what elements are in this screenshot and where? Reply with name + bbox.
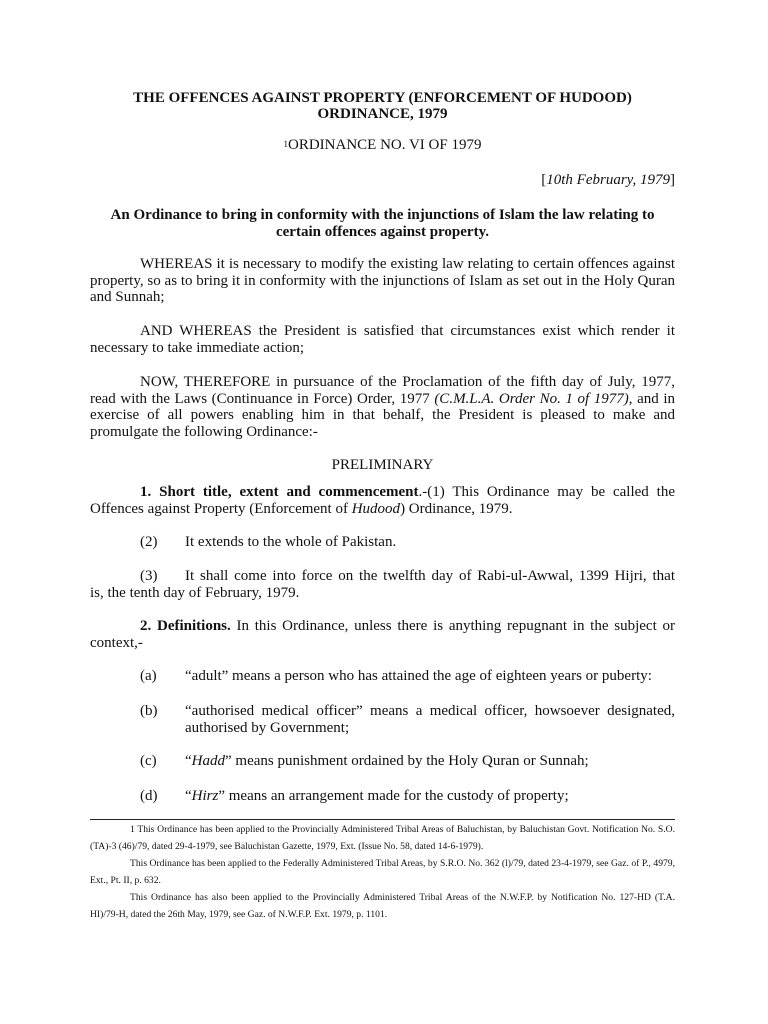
- definition-item-c: [90, 753, 675, 770]
- section-1-text-before: .-(1) This Ordinance may be called the Offences against Property (Enforcement of: [90, 484, 676, 517]
- definition-text: “adult” means a person who has attained the age of eighteen years or puberty:: [185, 668, 652, 684]
- definition-text: “Hadd” means punishment ordained by the Holy Quran or Sunnah;: [185, 753, 589, 769]
- definition-item-d: [90, 788, 675, 805]
- section-1-text-after: ) Ordinance, 1979.: [400, 500, 513, 517]
- term-hadd: Hadd: [191, 753, 226, 769]
- title-line-1: THE OFFENCES AGAINST PROPERTY (ENFORCEMENT OF HUDOOD): [133, 90, 632, 106]
- section-1-sub-2: [90, 534, 675, 551]
- ordinance-number-text: ORDINANCE NO. VI OF 1979: [288, 137, 482, 153]
- preamble-text-before: NOW, THEREFORE in pursuance of the Proclamation of the fifth day of July, 1977, read with the Laws (Continuance in Force) Order, 1977: [90, 374, 675, 407]
- sub-3-label: (3): [140, 568, 158, 584]
- section-1-sub-3: [90, 568, 675, 601]
- definition-text: “Hirz” means an arrangement made for the custody of property;: [185, 788, 569, 804]
- ordinance-date: [10th February, 1979]: [541, 172, 675, 188]
- title-line-2: ORDINANCE, 1979: [317, 106, 448, 122]
- definition-label: (d): [140, 788, 158, 804]
- preamble-order-reference: (C.M.L.A. Order No. 1 of 1977): [434, 390, 629, 407]
- section-2-paragraph: [90, 618, 675, 651]
- document-title: [90, 90, 675, 122]
- definition-item-b: [90, 703, 675, 737]
- definition-label: (a): [140, 668, 157, 684]
- section-1-paragraph: [90, 484, 675, 517]
- footnote-2: This Ordinance has been applied to the Federally Administered Tribal Areas, by S.R.O. No. 362 (l)/79, dated 23-4-1979, see Gaz. of P., 4979, Ext., Pt. II, p. 632.: [90, 858, 675, 886]
- term-hirz: Hirz: [191, 788, 219, 804]
- section-2-heading: 2. Definitions.: [140, 618, 231, 634]
- preamble-and-whereas: AND WHEREAS the President is satisfied that circumstances exist which render it necessary to take immediate action;: [90, 323, 675, 356]
- section-heading-preliminary: PRELIMINARY: [331, 457, 434, 473]
- footnote-3: This Ordinance has also been applied to the Provincially Administered Tribal Areas of the N.W.F.P. by Notification No. 127-HD (T.A. HI)/79-H, dated the 26th May, 1979, see Gaz. of N.W.F.P. Ext. 1979, p. 1101.: [90, 892, 675, 920]
- footnote-marker: 1: [283, 139, 288, 149]
- definition-item-a: [90, 668, 675, 685]
- footnote-divider: [90, 819, 675, 820]
- sub-2-label: (2): [140, 534, 158, 550]
- long-title: An Ordinance to bring in conformity with the injunctions of Islam the law relating to certain offences against property.: [110, 207, 655, 240]
- definition-text: “authorised medical officer” means a medical officer, howsoever designated, authorised by Government;: [185, 703, 675, 736]
- definition-label: (b): [140, 703, 158, 719]
- date-text: 10th February, 1979: [546, 172, 670, 188]
- preamble-now-therefore: [90, 374, 675, 440]
- footnote-1: 1 This Ordinance has been applied to the Provincially Administered Tribal Areas of Baluchistan, by Baluchistan Govt. Notification No. S.O. (TA)-3 (46)/79, dated 29-4-1979, see Baluchistan Gazette, 1979, Ext. (Issue No. 58, dated 14-6-1979).: [90, 824, 675, 852]
- preamble-text-after: , and in exercise of all powers enabling him in that behalf, the President is pleased to make and promulgate the following Ordinance:-: [90, 390, 676, 440]
- definition-label: (c): [140, 753, 157, 769]
- sub-3-text-line-2: is, the tenth day of February, 1979.: [90, 584, 300, 601]
- section-1-hudood: Hudood: [351, 500, 401, 517]
- section-1-heading: 1. Short title, extent and commencement: [140, 484, 419, 500]
- sub-2-text: It extends to the whole of Pakistan.: [185, 534, 397, 550]
- preamble-whereas: WHEREAS it is necessary to modify the existing law relating to certain offences against property, so as to bring it in conformity with the injunctions of Islam as set out in the Holy Quran and Sunnah;: [90, 256, 675, 305]
- document-page: [90, 0, 675, 1024]
- sub-3-text-line-1: It shall come into force on the twelfth day of Rabi-ul-Awwal, 1399 Hijri, that: [185, 568, 675, 584]
- ordinance-number: [90, 137, 675, 154]
- section-2-text: In this Ordinance, unless there is anything repugnant in the subject or context,-: [90, 618, 675, 651]
